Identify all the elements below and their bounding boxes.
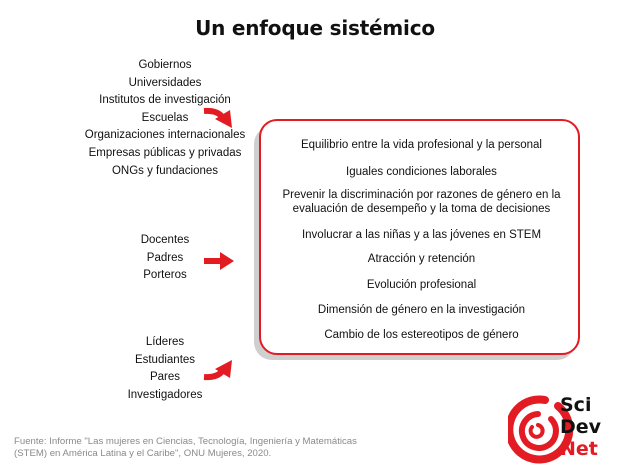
arrow-right-icon — [202, 250, 236, 272]
measure-item: Equilibrio entre la vida profesional y la personal — [300, 139, 542, 151]
measure-item: Evolución profesional — [366, 279, 477, 291]
measures-box — [259, 119, 580, 355]
measure-item: evaluación de desempeño y la toma de decisiones — [292, 203, 551, 215]
page-title: Un enfoque sistémico — [195, 16, 435, 40]
group-item: Institutos de investigación — [99, 94, 231, 107]
group-item: Pares — [149, 371, 181, 384]
group-item: Universidades — [128, 76, 202, 89]
measure-item: Iguales condiciones laborales — [346, 166, 497, 178]
group-item: Empresas públicas y privadas — [88, 146, 242, 159]
group-item: Estudiantes — [134, 353, 196, 366]
measure-item: Cambio de los estereotipos de género — [324, 329, 519, 341]
group-item: Docentes — [140, 234, 190, 246]
logo-text-sci: Sci — [560, 394, 592, 416]
source-footer — [14, 436, 454, 460]
curved-arrow-down-right-icon — [202, 105, 236, 131]
logo-text-net: Net — [560, 438, 598, 460]
footer-line: Fuente: Informe "Las mujeres en Ciencias, Tecnología, Ingeniería y Matemáticas — [14, 436, 357, 447]
group-item: Organizaciones internacionales — [84, 129, 246, 142]
measure-item: Atracción y retención — [367, 253, 476, 265]
group-item: ONGs y fundaciones — [111, 164, 219, 177]
group-item: Porteros — [143, 269, 187, 282]
group-item: Líderes — [145, 336, 185, 348]
measure-item: Prevenir la discriminación por razones de género en la — [282, 189, 561, 201]
curved-arrow-up-right-icon — [202, 357, 236, 383]
measure-item: Involucrar a las niñas y a las jóvenes en STEM — [301, 229, 542, 241]
footer-line: (STEM) en América Latina y el Caribe", ONU Mujeres, 2020. — [14, 448, 272, 459]
measure-item: Dimensión de género en la investigación — [317, 304, 526, 316]
logo-text-dev: Dev — [560, 416, 602, 438]
group-item: Padres — [146, 251, 184, 264]
group-item: Investigadores — [127, 388, 203, 401]
group-item: Escuelas — [141, 111, 189, 124]
group-item: Gobiernos — [138, 59, 192, 71]
